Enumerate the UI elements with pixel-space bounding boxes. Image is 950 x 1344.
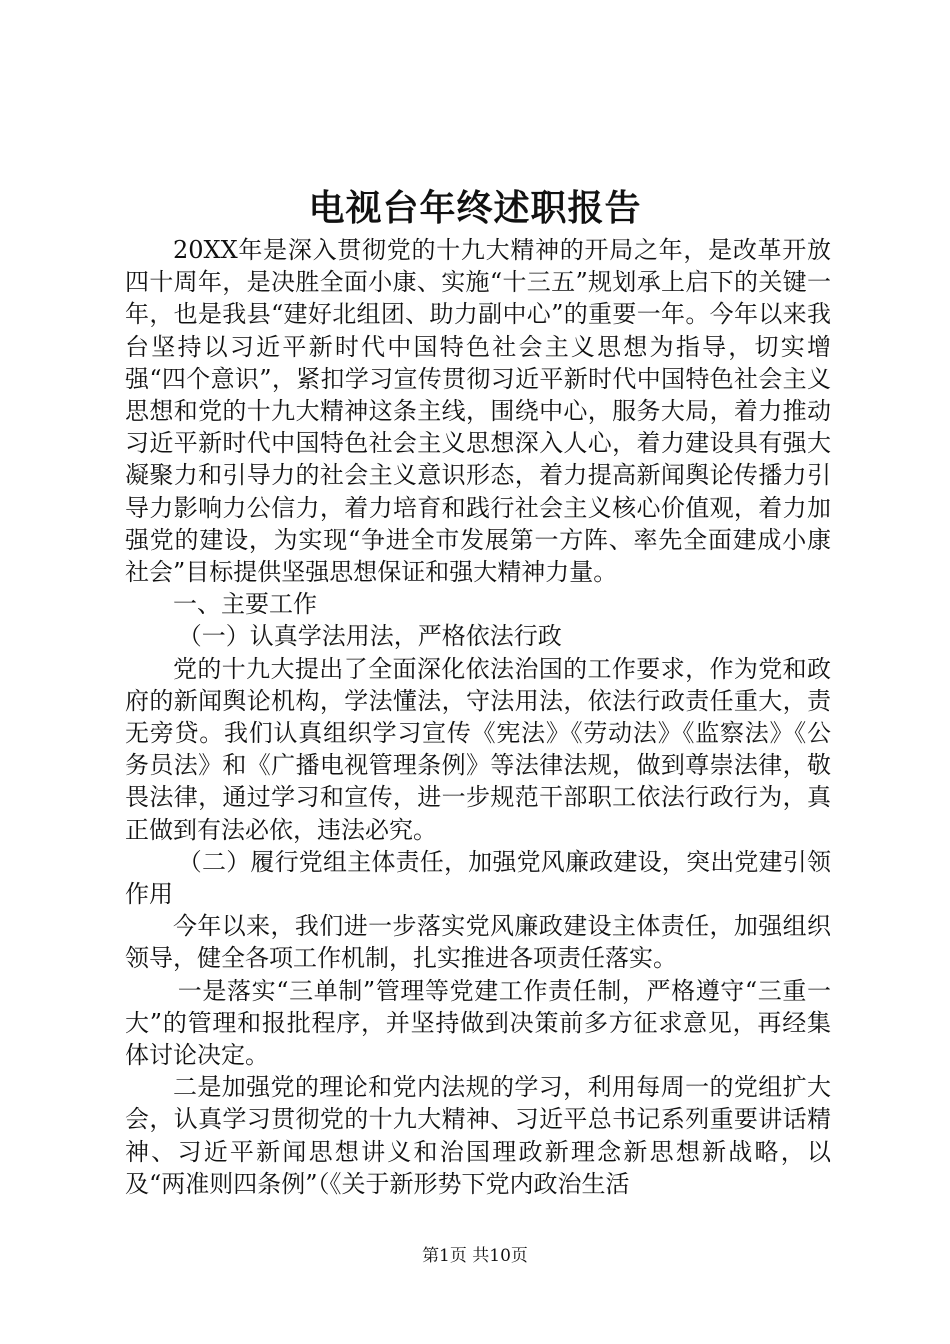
paragraph-law-study: 党的十九大提出了全面深化依法治国的工作要求，作为党和政府的新闻舆论机构，学法懂法，守法用法，依法行政责任重大，责无旁贷。我们认真组织学习宣传《宪法》《劳动法》《监察法》《公务员法》和《广播电视管理条例》等法律法规，做到尊崇法律，敬畏法律，通过学习和宣传，进一步规范干部职工依法行政行为，真正做到有法必依，违法必究。 bbox=[125, 654, 831, 844]
subsection-heading-1: （一）认真学法用法，严格依法行政 bbox=[177, 622, 562, 651]
section-heading-main-work: 一、主要工作 bbox=[173, 590, 317, 619]
document-title: 电视台年终述职报告 bbox=[308, 187, 642, 229]
paragraph-point-two: 二是加强党的理论和党内法规的学习，利用每周一的党组扩大会，认真学习贯彻党的十九大精神、习近平总书记系列重要讲话精神、习近平新闻思想讲义和治国理政新理念新思想新战略，以及“两准则四条例”（《关于新形势下党内政治生活 bbox=[125, 1073, 831, 1198]
document-body bbox=[125, 234, 831, 1200]
paragraph-point-one: 一是落实“三单制”管理等党建工作责任制，严格遵守“三重一大”的管理和报批程序，并坚持做到决策前多方征求意见，再经集体讨论决定。 bbox=[125, 976, 831, 1070]
page-number-footer: 第1页 共10页 bbox=[422, 1246, 528, 1266]
paragraph-party-responsibility: 今年以来，我们进一步落实党风廉政建设主体责任，加强组织领导，健全各项工作机制，扎实推进各项责任落实。 bbox=[125, 912, 831, 973]
subsection-heading-2: （二）履行党组主体责任，加强党风廉政建设，突出党建引领作用 bbox=[125, 847, 831, 909]
paragraph-intro: 20XX年是深入贯彻党的十九大精神的开局之年，是改革开放四十周年，是决胜全面小康、实施“十三五”规划承上启下的关键一年，也是我县“建好北组团、助力副中心”的重要一年。今年以来我台坚持以习近平新时代中国特色社会主义思想为指导，切实增强“四个意识”，紧扣学习宣传贯彻习近平新时代中国特色社会主义思想和党的十九大精神这条主线，围绕中心，服务大局，着力推动习近平新时代中国特色社会主义思想深入人心，着力建设具有强大凝聚力和引导力的社会主义意识形态，着力提高新闻舆论传播力引导力影响力公信力，着力培育和践行社会主义核心价值观，着力加强党的建设，为实现“争进全市发展第一方阵、率先全面建成小康社会”目标提供坚强思想保证和强大精神力量。 bbox=[125, 236, 831, 587]
